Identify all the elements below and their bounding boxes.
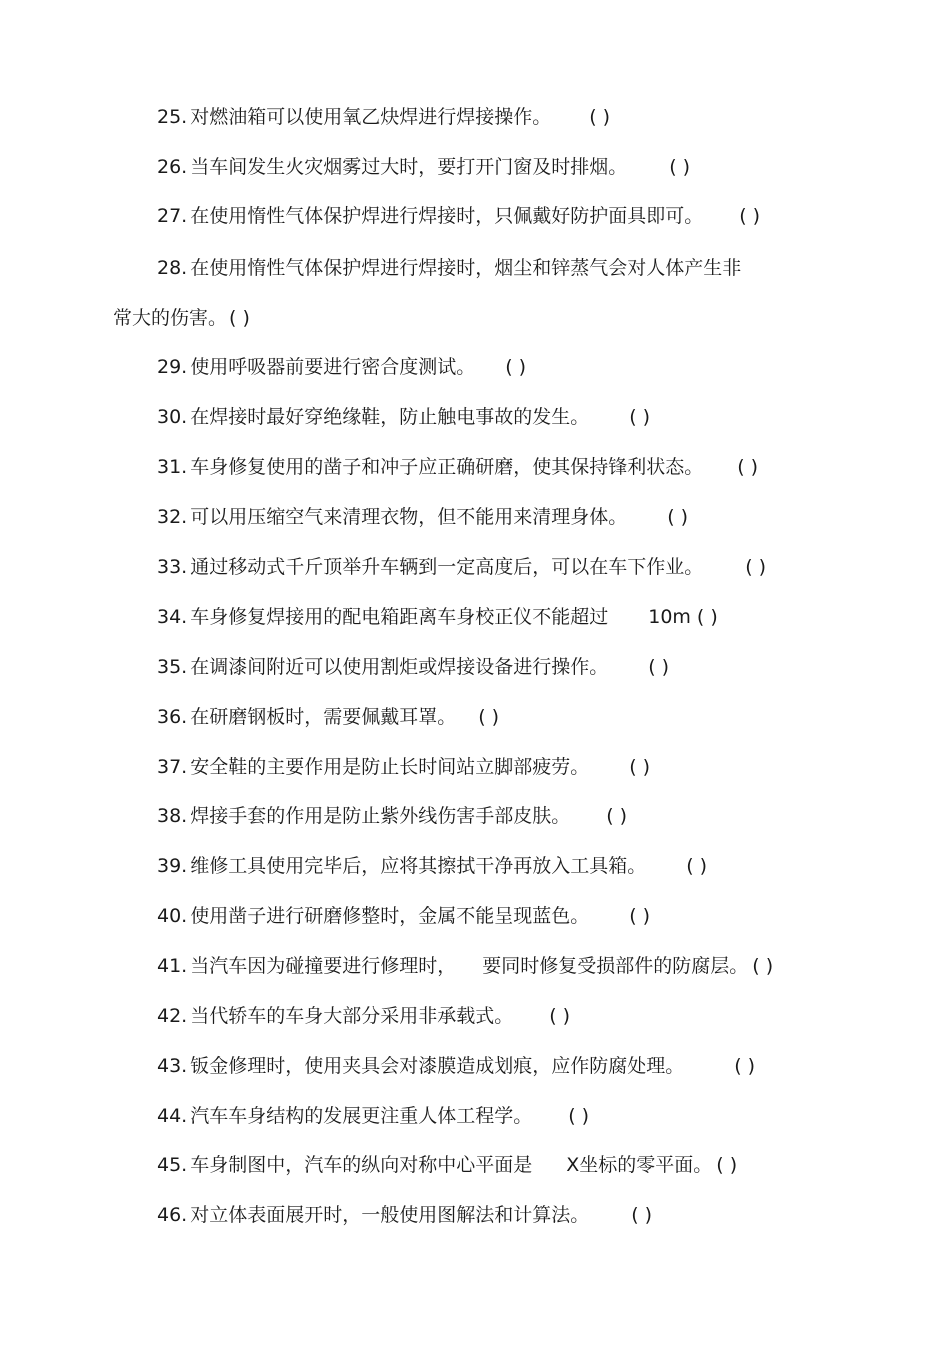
answer-blank: ( ) [648,656,670,678]
question-number: 42. [157,1005,188,1027]
answer-blank: ( ) [734,1055,756,1077]
answer-blank: ( ) [549,1005,571,1027]
question-38 [157,803,890,829]
question-number: 26. [157,156,188,178]
question-35 [157,654,890,680]
question-text: 在使用惰性气体保护焊进行焊接时，只佩戴好防护面具即可。 [190,205,704,227]
question-number: 25. [157,106,188,128]
question-text: 在调漆间附近可以使用割炬或焊接设备进行操作。 [190,656,609,678]
question-number: 36. [157,706,188,728]
question-text: 焊接手套的作用是防止紫外线伤害手部皮肤。 [190,805,571,827]
question-34 [157,604,890,630]
question-40 [157,903,890,929]
answer-blank: ( ) [631,1204,653,1226]
question-number: 35. [157,656,188,678]
answer-blank: ( ) [505,356,527,378]
question-text: 汽车车身结构的发展更注重人体工程学。 [190,1105,533,1127]
question-text: 维修工具使用完毕后，应将其擦拭干净再放入工具箱。 [190,855,647,877]
question-text: 对燃油箱可以使用氧乙炔焊进行焊接操作。 [190,106,552,128]
question-text-second-part: 要同时修复受损部件的防腐层。 [482,955,749,977]
answer-blank: ( ) [478,706,500,728]
question-text: 车身修复使用的凿子和冲子应正确研磨，使其保持锋利状态。 [190,456,704,478]
question-text: 当代轿车的车身大部分采用非承载式。 [190,1005,514,1027]
question-42 [157,1003,890,1029]
question-number: 37. [157,756,188,778]
question-number: 32. [157,506,188,528]
question-text: 在焊接时最好穿绝缘鞋，防止触电事故的发生。 [190,406,590,428]
answer-blank: ( ) [589,106,611,128]
question-41 [157,953,890,979]
question-number: 45. [157,1154,188,1176]
question-27 [157,203,890,229]
question-number: 44. [157,1105,188,1127]
question-30 [157,404,890,430]
question-text: 安全鞋的主要作用是防止长时间站立脚部疲劳。 [190,756,590,778]
question-32 [157,504,890,530]
question-33 [157,554,890,580]
question-31 [157,454,890,480]
question-number: 33. [157,556,188,578]
question-text: 使用呼吸器前要进行密合度测试。 [190,356,476,378]
answer-blank: ( ) [568,1105,590,1127]
answer-blank: ( ) [696,606,718,628]
answer-blank: ( ) [686,855,708,877]
question-number: 30. [157,406,188,428]
answer-blank: ( ) [737,456,759,478]
distance-value: 10m [648,606,691,628]
question-45 [157,1152,890,1178]
question-number: 46. [157,1204,188,1226]
question-39 [157,853,890,879]
question-43 [157,1053,890,1079]
question-text: 使用凿子进行研磨修整时，金属不能呈现蓝色。 [190,905,590,927]
question-number: 38. [157,805,188,827]
question-25 [157,104,890,130]
question-36 [157,704,890,730]
question-text-second-part: X坐标的零平面。 [566,1154,713,1176]
question-number: 43. [157,1055,188,1077]
question-text: 钣金修理时，使用夹具会对漆膜造成划痕，应作防腐处理。 [190,1055,685,1077]
answer-blank: ( ) [752,955,774,977]
question-text: 车身修复焊接用的配电箱距离车身校正仪不能超过 [190,606,609,628]
question-text: 当车间发生火灾烟雾过大时，要打开门窗及时排烟。 [190,156,628,178]
question-text: 对立体表面展开时，一般使用图解法和计算法。 [190,1204,590,1226]
answer-blank: ( ) [606,805,628,827]
question-number: 31. [157,456,188,478]
question-28 [157,255,890,281]
question-37 [157,754,890,780]
question-29 [157,354,890,380]
answer-blank: ( ) [739,205,761,227]
question-28-continuation [113,305,890,331]
question-text: 可以用压缩空气来清理衣物，但不能用来清理身体。 [190,506,628,528]
question-number: 41. [157,955,188,977]
answer-blank: ( ) [629,756,651,778]
question-number: 27. [157,205,188,227]
answer-blank: ( ) [745,556,767,578]
answer-blank: ( ) [229,307,250,329]
question-text: 在使用惰性气体保护焊进行焊接时，烟尘和锌蒸气会对人体产生非 [190,257,742,279]
question-number: 34. [157,606,188,628]
answer-blank: ( ) [716,1154,738,1176]
answer-blank: ( ) [629,406,651,428]
question-text: 当汽车因为碰撞要进行修理时， [190,955,457,977]
question-26 [157,154,890,180]
answer-blank: ( ) [667,506,689,528]
question-46 [157,1202,890,1228]
question-44 [157,1103,890,1129]
question-text: 在研磨钢板时，需要佩戴耳罩。 [190,706,457,728]
question-text-continuation: 常大的伤害。 [113,307,228,329]
question-text: 车身制图中，汽车的纵向对称中心平面是 [190,1154,533,1176]
answer-blank: ( ) [669,156,691,178]
question-text: 通过移动式千斤顶举升车辆到一定高度后，可以在车下作业。 [190,556,704,578]
question-number: 39. [157,855,188,877]
question-number: 29. [157,356,188,378]
question-number: 28. [157,257,188,279]
question-number: 40. [157,905,188,927]
answer-blank: ( ) [629,905,651,927]
